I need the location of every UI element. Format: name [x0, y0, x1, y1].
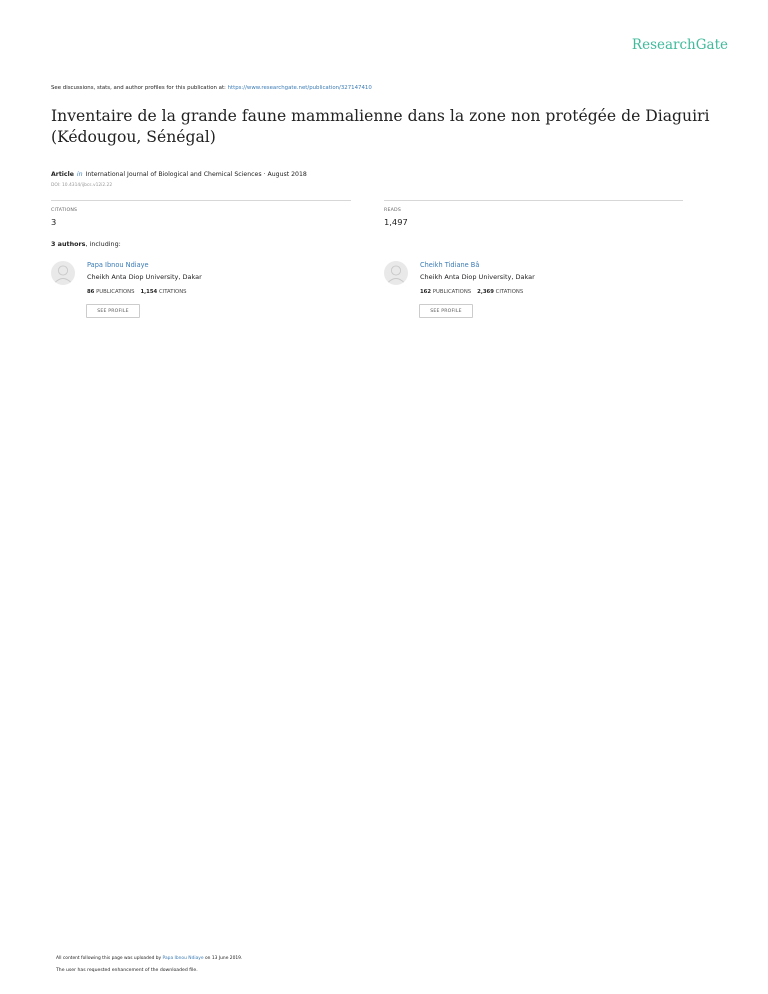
citations-value: 3 — [51, 217, 57, 227]
author-card — [384, 260, 684, 330]
author-stats — [420, 289, 523, 295]
author-publications-count: 86 — [87, 289, 95, 295]
author-stats — [87, 289, 187, 295]
authors-including: , including: — [85, 240, 121, 248]
author-name-link[interactable]: Papa Ibnou Ndiaye — [87, 261, 149, 269]
upload-note-prefix: All content following this page was uploaded by — [56, 956, 162, 961]
journal-date: International Journal of Biological and Chemical Sciences · August 2018 — [85, 171, 307, 178]
author-institution: Cheikh Anta Diop University, Dakar — [420, 273, 535, 281]
see-profile-button[interactable]: SEE PROFILE — [86, 304, 140, 318]
researchgate-logo[interactable]: ResearchGate — [631, 37, 728, 53]
reads-divider — [384, 200, 683, 201]
header-note — [51, 85, 372, 91]
author-citations-count: 2,369 — [477, 289, 494, 295]
publication-url-link[interactable]: https://www.researchgate.net/publication/327147410 — [227, 85, 372, 91]
publication-title: Inventaire de la grande faune mammalienne dans la zone non protégée de Diaguiri (Kédougou, Sénégal) — [51, 107, 710, 146]
see-profile-button[interactable]: SEE PROFILE — [419, 304, 473, 318]
user-silhouette-icon — [384, 261, 408, 285]
publication-type: Article — [51, 171, 74, 178]
avatar[interactable] — [384, 261, 408, 285]
author-institution: Cheikh Anta Diop University, Dakar — [87, 273, 202, 281]
user-silhouette-icon — [51, 261, 75, 285]
author-publications-label: PUBLICATIONS — [96, 289, 135, 295]
avatar[interactable] — [51, 261, 75, 285]
upload-note — [56, 956, 242, 961]
authors-count: 3 authors — [51, 240, 86, 248]
in-word: in — [76, 171, 83, 178]
header-note-text: See discussions, stats, and author profiles for this publication at: — [51, 85, 226, 91]
citations-divider — [51, 200, 351, 201]
author-publications-label: PUBLICATIONS — [432, 289, 472, 295]
author-citations-label: CITATIONS — [495, 289, 524, 295]
reads-label: READS — [384, 208, 402, 213]
reads-value: 1,497 — [384, 217, 408, 227]
enhancement-note: The user has requested enhancement of the downloaded file. — [56, 968, 198, 973]
uploader-link[interactable]: Papa Ibnou Ndiaye — [162, 956, 204, 961]
author-publications-count: 162 — [420, 289, 432, 295]
author-citations-label: CITATIONS — [158, 289, 187, 295]
author-citations-count: 1,154 — [140, 289, 158, 295]
author-card — [51, 260, 351, 330]
author-name-link[interactable]: Cheikh Tidiane Bâ — [420, 261, 480, 269]
upload-note-suffix: on 13 June 2019. — [204, 956, 243, 961]
publication-meta — [51, 171, 307, 178]
authors-header — [51, 240, 121, 248]
citations-label: CITATIONS — [51, 208, 78, 213]
doi: DOI: 10.4314/ijbcs.v12i2.22 — [51, 183, 113, 188]
